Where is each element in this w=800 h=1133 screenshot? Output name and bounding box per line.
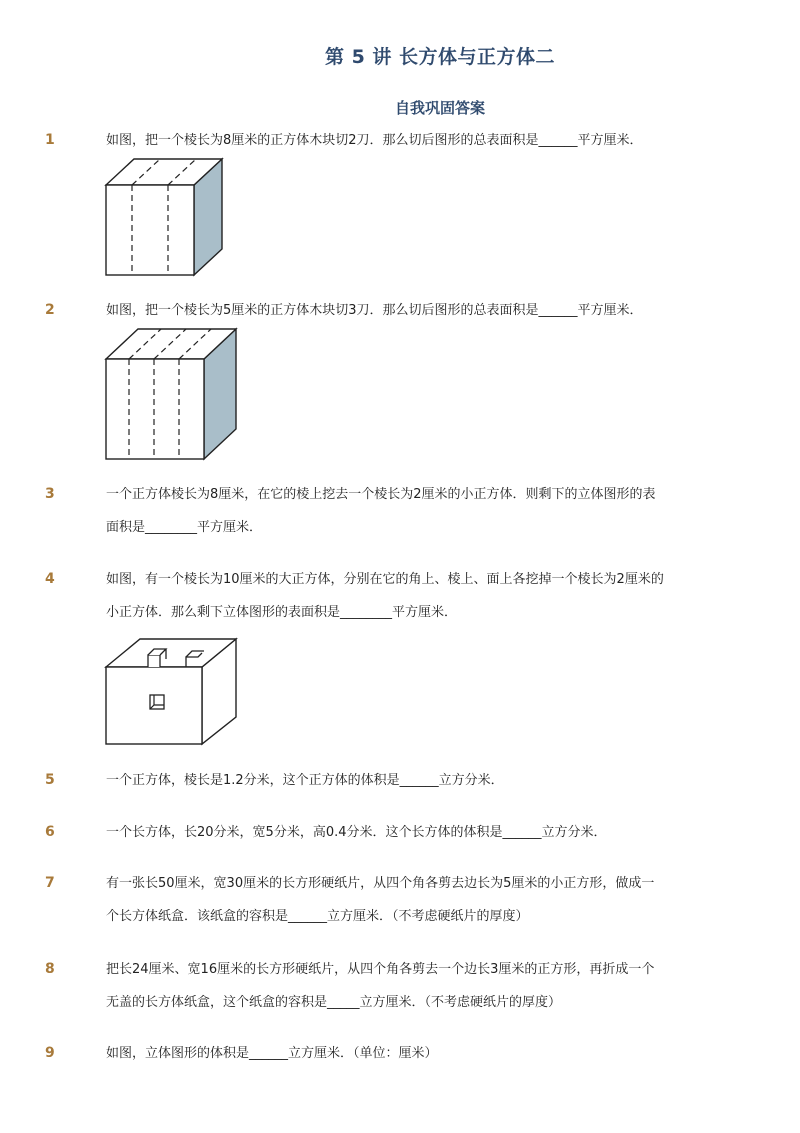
- question-number-7: 7: [45, 875, 55, 891]
- question-7-line-1: 有一张长50厘米，宽30厘米的长方形硬纸片，从四个角各剪去边长为5厘米的小正方形，做成一: [106, 876, 655, 891]
- cube-two-cuts-figure: [104, 157, 228, 277]
- question-text-6: [106, 816, 726, 849]
- question-text-4: [106, 563, 726, 629]
- question-number-2: 2: [45, 302, 55, 318]
- question-number-5: 5: [45, 772, 55, 788]
- question-number-8: 8: [45, 961, 55, 977]
- question-9-line-1: 如图，立体图形的体积是______立方厘米．（单位：厘米）: [106, 1046, 438, 1061]
- question-text-8: [106, 953, 726, 1019]
- question-text-5: [106, 764, 726, 797]
- question-8-line-1: 把长24厘米、宽16厘米的长方形硬纸片，从四个角各剪去一个边长3厘米的正方形，再折成一个: [106, 962, 655, 977]
- question-1-line-1: 如图，把一个棱长为8厘米的正方体木块切2刀．那么切后图形的总表面积是______平方厘米．: [106, 133, 643, 148]
- question-2-line-1: 如图，把一个棱长为5厘米的正方体木块切3刀．那么切后图形的总表面积是______平方厘米．: [106, 303, 643, 318]
- question-number-9: 9: [45, 1045, 55, 1061]
- question-3-line-2: 面积是________平方厘米．: [106, 520, 263, 535]
- question-number-6: 6: [45, 824, 55, 840]
- question-3-line-1: 一个正方体棱长为8厘米，在它的棱上挖去一个棱长为2厘米的小正方体．则剩下的立体图形的表: [106, 487, 656, 502]
- question-5-line-1: 一个正方体，棱长是1.2分米，这个正方体的体积是______立方分米．: [106, 773, 504, 788]
- question-text-3: [106, 478, 726, 544]
- question-number-3: 3: [45, 486, 55, 502]
- question-8-line-2: 无盖的长方体纸盒，这个纸盒的容积是_____立方厘米．（不考虑硬纸片的厚度）: [106, 995, 562, 1010]
- cube-with-holes-figure: [104, 637, 240, 747]
- question-text-9: [106, 1037, 726, 1070]
- cube-three-cuts-figure: [104, 327, 240, 461]
- question-4-line-1: 如图，有一个棱长为10厘米的大正方体，分别在它的角上、棱上、面上各挖掉一个棱长为2厘米的: [106, 572, 664, 587]
- question-text-7: [106, 867, 726, 933]
- section-subtitle: 自我巩固答案: [394, 99, 485, 117]
- question-4-line-2: 小正方体．那么剩下立体图形的表面积是________平方厘米．: [106, 605, 458, 620]
- question-text-1: [106, 124, 726, 157]
- question-number-1: 1: [45, 132, 55, 148]
- question-number-4: 4: [45, 571, 55, 587]
- page-title: 第 5 讲 长方体与正方体二: [324, 46, 556, 68]
- question-6-line-1: 一个长方体，长20分米，宽5分米，高0.4分米．这个长方体的体积是______立方分米．: [106, 825, 607, 840]
- question-7-line-2: 个长方体纸盒．该纸盒的容积是______立方厘米．（不考虑硬纸片的厚度）: [106, 909, 529, 924]
- question-text-2: [106, 294, 726, 327]
